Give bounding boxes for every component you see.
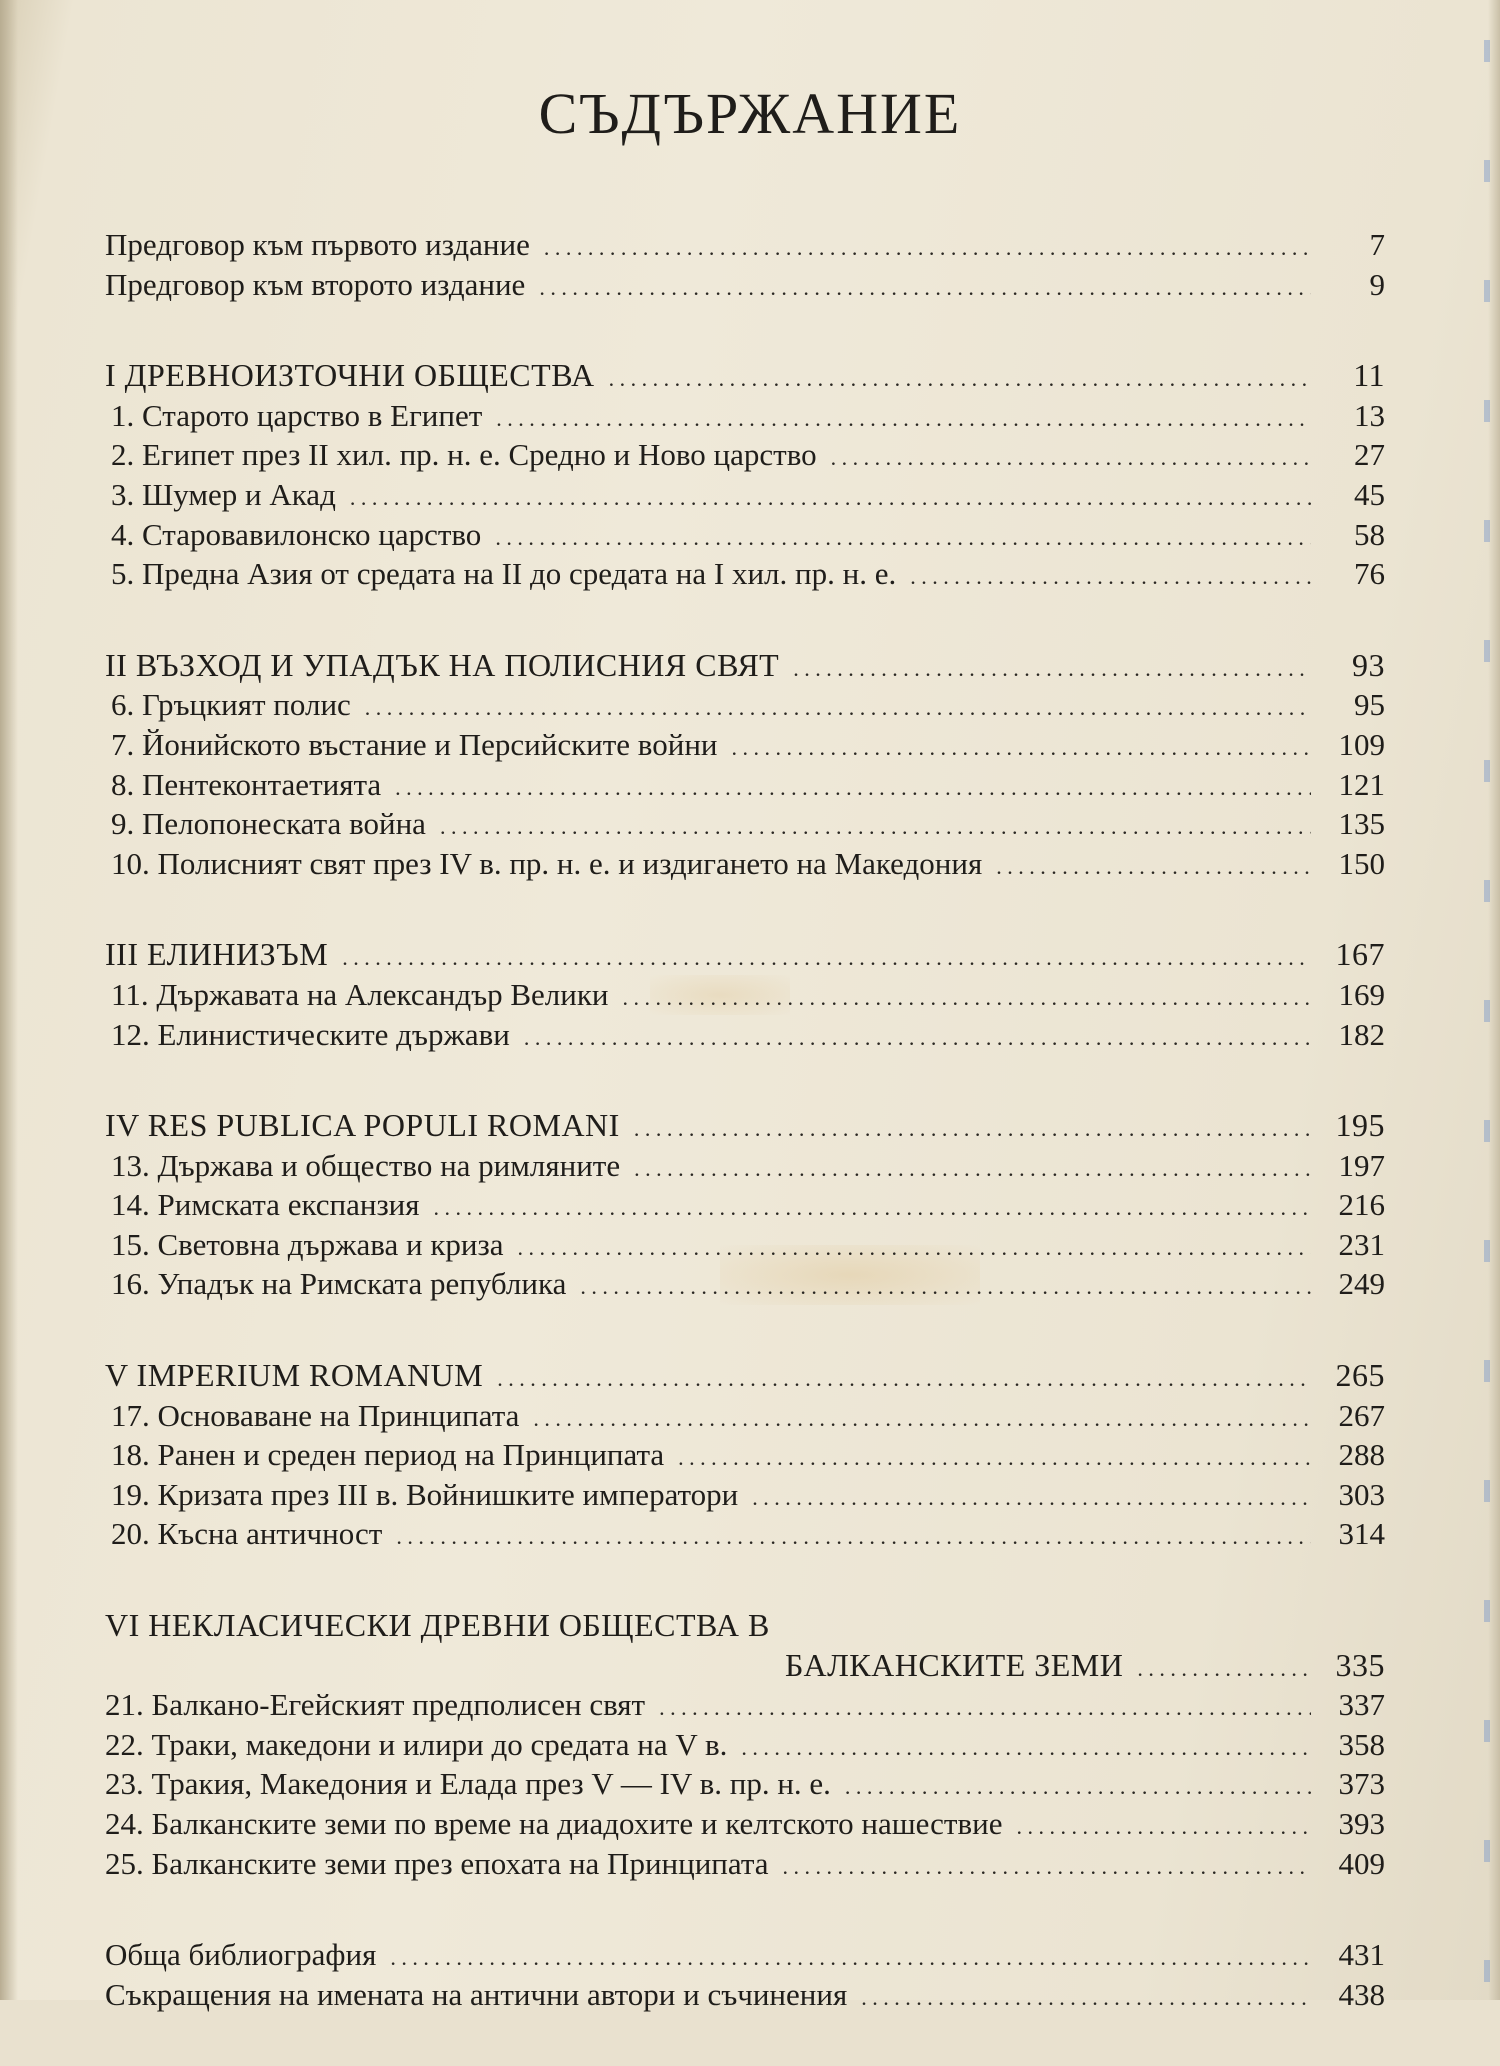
dot-leader [365,688,1311,728]
toc-entry[interactable] [105,1764,1385,1804]
section-heading-page: 93 [1352,646,1385,683]
toc-entry-label: 22. Траки, македони и илири до средата на V в. [105,1726,728,1762]
toc-entry[interactable] [105,1015,1385,1055]
toc-entry[interactable] [105,1844,1385,1884]
toc-entry[interactable] [105,435,1385,475]
toc-entry[interactable] [105,1685,1385,1725]
toc-section-heading[interactable] [105,646,1385,686]
toc-entry-label: 25. Балканските земи през епохата на Принципата [105,1845,769,1881]
dot-leader [732,728,1312,768]
dot-leader [440,807,1311,847]
toc-entry[interactable] [105,475,1385,515]
toc-entry[interactable] [105,515,1385,555]
dot-leader [497,1359,1311,1399]
toc-entry-label: 8. Пентеконтаетията [111,766,382,802]
dot-leader [517,1228,1311,1268]
toc-entry-page: 314 [1338,1516,1385,1552]
section-heading-label: VI НЕКЛАСИЧЕСКИ ДРЕВНИ ОБЩЕСТВА В [105,1607,770,1644]
toc-entry[interactable] [105,1975,1385,2015]
section-heading-label: БАЛКАНСКИТЕ ЗЕМИ [785,1646,1124,1683]
dot-leader [350,478,1311,518]
toc-entry-page: 95 [1354,687,1385,723]
dot-leader [342,938,1311,978]
toc-entry-page: 27 [1354,437,1385,473]
toc-entry-label: 20. Късна античност [111,1516,383,1552]
toc-section-heading[interactable] [105,1356,1385,1396]
toc-entry-label: 24. Балканските земи по време на диадохите и келтското нашествие [105,1806,1003,1841]
binding-edge [1484,0,1490,2000]
toc-group-part-3 [105,935,1385,1054]
toc-entry-page: 13 [1354,397,1385,433]
toc-entry-page: 182 [1338,1016,1385,1052]
toc-entry-label: 6. Гръцкият полис [111,687,351,723]
toc-section-heading-continued[interactable] [105,1646,1385,1686]
toc-entry-page: 135 [1338,806,1385,842]
toc-section-heading[interactable] [105,1106,1385,1146]
toc-entry-page: 431 [1338,1937,1385,1973]
page-title: СЪДЪРЖАНИЕ [538,81,962,146]
toc-entry[interactable] [105,1146,1385,1186]
toc-entry-label: 11. Държавата на Александър Велики [111,976,609,1012]
toc-entry-page: 409 [1338,1845,1385,1881]
toc-entry-page: 121 [1338,766,1385,802]
toc-entry[interactable] [105,804,1385,844]
table-of-contents [105,225,1385,2066]
dot-leader [752,1478,1311,1518]
dot-leader [996,847,1311,887]
toc-entry-label: 9. Пелопонеската война [111,806,426,842]
toc-entry-page: 303 [1338,1476,1385,1512]
toc-group-part-5 [105,1356,1385,1554]
toc-entry[interactable] [105,1475,1385,1515]
toc-entry[interactable] [105,685,1385,725]
dot-leader [609,359,1311,399]
toc-entry-page: 58 [1354,516,1385,552]
dot-leader [659,1688,1311,1728]
toc-entry-label: Предговор към второто издание [105,266,526,302]
toc-entry-label: 3. Шумер и Акад [111,476,336,512]
toc-entry[interactable] [105,554,1385,594]
toc-entry-page: 373 [1338,1766,1385,1802]
dot-leader [845,1767,1311,1807]
toc-entry[interactable] [105,765,1385,805]
section-heading-page: 167 [1335,936,1385,973]
toc-entry-label: 13. Държава и общество на римляните [111,1147,621,1183]
toc-entry[interactable] [105,1225,1385,1265]
dot-leader [634,1109,1311,1149]
toc-entry-label: 14. Римската експанзия [111,1187,420,1223]
toc-entry-label: 4. Старовавилонско царство [111,516,482,552]
toc-entry-label: 15. Световна държава и криза [111,1226,504,1262]
toc-entry-page: 150 [1338,845,1385,881]
dot-leader [580,1267,1311,1307]
page-spine-shadow [0,0,18,2000]
toc-entry[interactable] [105,265,1385,305]
toc-entry-label: 18. Ранен и среден период на Принципата [111,1437,665,1473]
toc-group-back-matter [105,1935,1385,2014]
toc-entry-page: 197 [1338,1147,1385,1183]
toc-entry-label: 10. Полисният свят през IV в. пр. н. е. и издигането на Македония [111,845,983,881]
section-heading-label: V IMPERIUM ROMANUM [105,1357,484,1394]
toc-entry-page: 267 [1338,1397,1385,1433]
dot-leader [539,268,1311,308]
section-heading-page: 11 [1353,357,1385,394]
toc-entry-page: 358 [1338,1726,1385,1762]
toc-section-heading[interactable] [105,935,1385,975]
toc-group-prefaces [105,225,1385,304]
toc-group-part-4 [105,1106,1385,1304]
toc-entry[interactable] [105,1514,1385,1554]
dot-leader [1137,1649,1311,1689]
dot-leader [395,768,1311,808]
toc-group-part-2 [105,646,1385,884]
toc-entry[interactable] [105,844,1385,884]
toc-entry-page: 249 [1338,1266,1385,1302]
toc-entry[interactable] [105,1435,1385,1475]
dot-leader [396,1517,1311,1557]
dot-leader [910,557,1311,597]
toc-entry[interactable] [105,1804,1385,1844]
toc-entry[interactable] [105,396,1385,436]
toc-entry-label: 19. Кризата през III в. Войнишките императори [111,1476,739,1512]
dot-leader [390,1938,1311,1978]
dot-leader [678,1438,1311,1478]
toc-entry-page: 45 [1354,476,1385,512]
toc-entry-page: 288 [1338,1437,1385,1473]
dot-leader [495,518,1311,558]
toc-entry-page: 76 [1354,556,1385,592]
toc-entry-label: 17. Основаване на Принципата [111,1397,520,1433]
dot-leader [861,1978,1311,2018]
toc-group-part-1 [105,356,1385,594]
toc-entry-page: 7 [1369,227,1385,262]
dot-leader [634,1149,1311,1189]
toc-entry-label: 16. Упадък на Римската република [111,1266,567,1302]
toc-entry-page: 393 [1338,1806,1385,1841]
toc-section-heading[interactable] [105,356,1385,396]
dot-leader [544,228,1311,268]
dot-leader [1016,1807,1311,1847]
toc-entry-label: 23. Тракия, Македония и Елада през V — IV в. пр. н. е. [105,1766,831,1802]
dot-leader [533,1399,1311,1439]
toc-entry-label: 5. Предна Азия от средата на II до средата на I хил. пр. н. е. [111,556,897,592]
section-heading-label: II ВЪЗХОД И УПАДЪК НА ПОЛИСНИЯ СВЯТ [105,646,780,683]
toc-entry-page: 216 [1338,1187,1385,1223]
toc-entry-label: 1. Старото царство в Египет [111,397,483,433]
toc-entry-label: Предговор към първото издание [105,227,530,262]
toc-entry-label: Обща библиография [105,1937,377,1973]
toc-entry[interactable] [105,225,1385,265]
toc-entry-label: Съкращения на имената на антични автори и съчинения [105,1976,848,2012]
toc-entry-page: 109 [1338,726,1385,762]
toc-entry-page: 231 [1338,1226,1385,1262]
dot-leader [496,399,1311,439]
dot-leader [434,1188,1311,1228]
toc-entry-page: 438 [1338,1976,1385,2012]
toc-group-part-6 [105,1606,1385,1883]
toc-entry-label: 7. Йонийското въстание и Персийските войни [111,726,718,762]
toc-entry-page: 9 [1369,266,1385,302]
toc-entry-label: 12. Елинистическите държави [111,1016,510,1052]
dot-leader [524,1018,1311,1058]
section-heading-page: 335 [1335,1646,1385,1683]
dot-leader [831,438,1311,478]
toc-entry[interactable] [105,1264,1385,1304]
toc-entry[interactable] [105,975,1385,1015]
toc-entry-page: 337 [1338,1687,1385,1723]
dot-leader [741,1728,1311,1768]
toc-entry-page: 169 [1338,976,1385,1012]
toc-entry-label: 21. Балкано-Егейският предполисен свят [105,1687,646,1723]
toc-section-heading[interactable] [105,1606,1385,1646]
dot-leader [783,1847,1311,1887]
toc-entry[interactable] [105,1396,1385,1436]
section-heading-page: 195 [1335,1107,1385,1144]
section-heading-label: IV RES PUBLICA POPULI ROMANI [105,1107,620,1144]
toc-entry[interactable] [105,1935,1385,1975]
section-heading-label: I ДРЕВНОИЗТОЧНИ ОБЩЕСТВА [105,357,595,394]
section-heading-label: III ЕЛИНИЗЪМ [105,936,329,973]
toc-entry[interactable] [105,1725,1385,1765]
toc-entry-label: 2. Египет през II хил. пр. н. е. Средно и Ново царство [111,437,817,473]
toc-entry[interactable] [105,1185,1385,1225]
toc-entry[interactable] [105,725,1385,765]
dot-leader [623,978,1311,1018]
dot-leader [793,649,1311,689]
section-heading-page: 265 [1335,1357,1385,1394]
